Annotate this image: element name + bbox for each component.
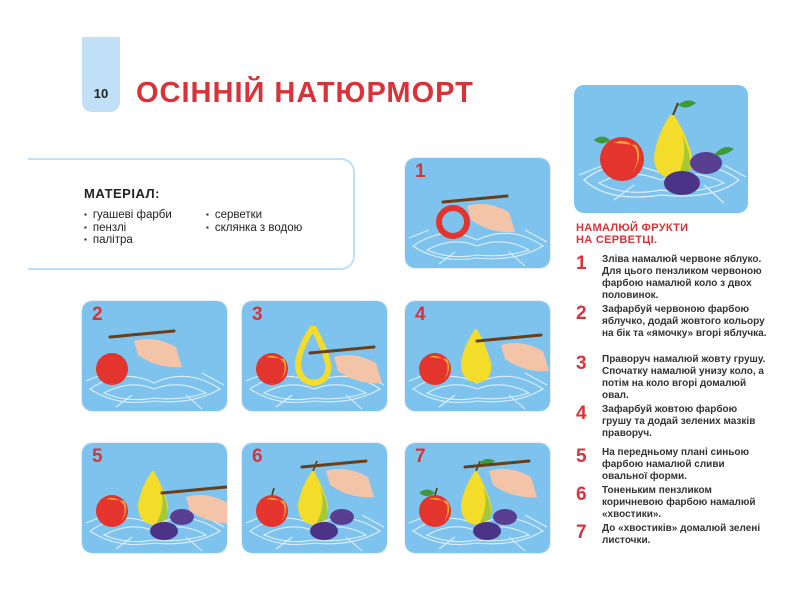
step-card-5	[82, 443, 227, 553]
material-item: ▪ склянка з водою	[206, 222, 302, 235]
instruction-number: 4	[576, 403, 587, 424]
step-number: 6	[252, 446, 263, 467]
material-item: ▪ пензлі	[84, 222, 172, 235]
material-item: ▪ палітра	[84, 234, 172, 247]
instruction-number: 5	[576, 446, 587, 467]
instruction-number: 2	[576, 303, 587, 324]
instruction-number: 3	[576, 353, 587, 374]
material-item: ▪ гуашеві фарби	[84, 209, 172, 222]
material-list-left	[84, 209, 172, 247]
page-title: ОСІННІЙ НАТЮРМОРТ	[136, 77, 474, 109]
material-item: ▪ серветки	[206, 209, 302, 222]
step-card-6	[242, 443, 387, 553]
instruction-text: До «хвостиків» домалюй зелені листочки.	[602, 523, 761, 546]
instruction-text: Зафарбуй жовтою фарбою грушу та додай зелених мазків праворуч.	[602, 404, 756, 439]
final-still-life-image	[574, 85, 748, 213]
step-number: 7	[415, 446, 426, 467]
step-illustration	[405, 301, 550, 411]
instructions-title-line-1: НАМАЛЮЙ ФРУКТИ	[576, 222, 689, 234]
step-illustration	[242, 301, 387, 411]
step-card-1	[405, 158, 550, 268]
step-illustration	[405, 158, 550, 268]
step-illustration	[405, 443, 550, 553]
instruction-text: Тоненьким пензликом коричневою фарбою намалюй «хвостики».	[602, 485, 756, 520]
step-number: 2	[92, 304, 103, 325]
material-box	[28, 158, 355, 270]
instruction-text: Праворуч намалюй жовту грушу. Спочатку намалюй унизу коло, а потім на коло вгорі домалюй овал.	[602, 354, 766, 401]
step-card-7	[405, 443, 550, 553]
step-illustration	[82, 443, 227, 553]
instructions-title-line-2: НА СЕРВЕТЦІ.	[576, 234, 658, 246]
step-number: 3	[252, 304, 263, 325]
step-card-2	[82, 301, 227, 411]
step-number: 1	[415, 161, 426, 182]
step-number: 4	[415, 304, 426, 325]
material-list-right	[206, 209, 302, 234]
page-number: 10	[93, 86, 109, 101]
step-illustration	[82, 301, 227, 411]
step-illustration	[242, 443, 387, 553]
instruction-text: Зліва намалюй червоне яблуко. Для цього пензликом червоною фарбою намалюй коло з двох половинок.	[602, 254, 762, 301]
instruction-number: 7	[576, 522, 587, 543]
instructions-title	[576, 222, 688, 246]
step-card-4	[405, 301, 550, 411]
instruction-text: На передньому плані синьою фарбою намалюй сливи овальної форми.	[602, 447, 750, 482]
instruction-text: Зафарбуй червоною фарбою яблучко, додай жовтого кольору на бік та «ямочку» вгорі яблучка.	[602, 304, 767, 339]
step-number: 5	[92, 446, 103, 467]
material-heading: МАТЕРІАЛ:	[84, 186, 160, 201]
step-card-3	[242, 301, 387, 411]
instruction-number: 6	[576, 484, 587, 505]
instruction-number: 1	[576, 253, 587, 274]
